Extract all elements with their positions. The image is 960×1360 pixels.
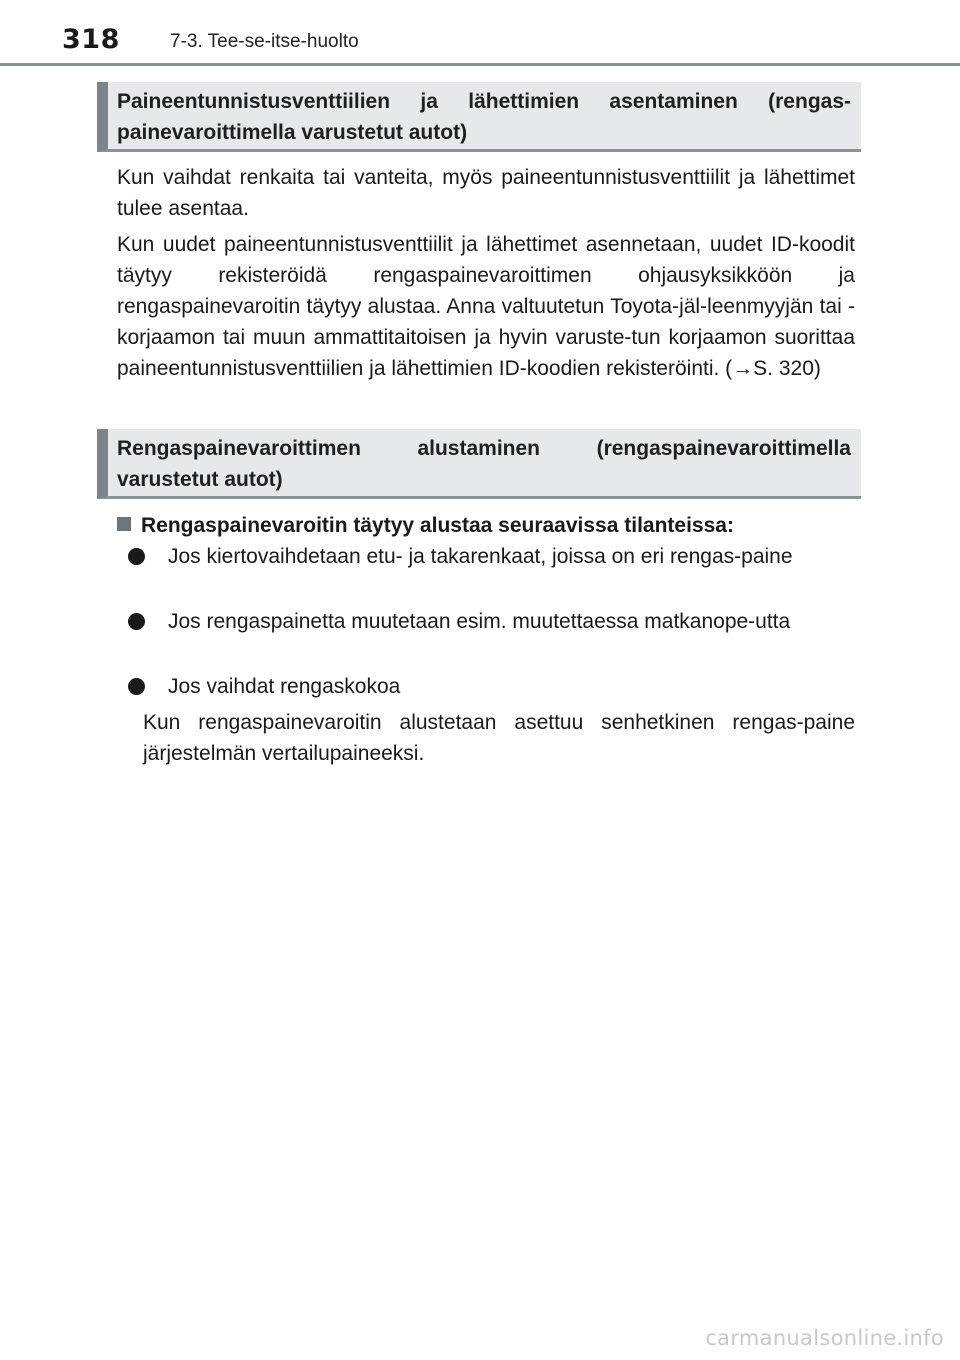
round-bullet-icon — [128, 678, 145, 695]
section-title: Paineentunnistusventtiilien ja lähettimien asentaminen (rengas-painevaroittimella varustetut autot) — [117, 90, 851, 144]
list-item-text: Jos kiertovaihdetaan etu- ja takarenkaat, joissa on eri rengas-paine — [168, 545, 793, 568]
section-title: Rengaspainevaroittimen alustaminen (rengaspainevaroittimella varustetut autot) — [117, 437, 851, 491]
round-bullet-icon — [128, 613, 145, 630]
list-item — [128, 541, 855, 572]
section-heading-sensor-installation — [97, 82, 861, 152]
subheading — [117, 510, 857, 541]
list-item-text: Jos vaihdat rengaskokoa — [168, 675, 401, 698]
header-rule — [0, 63, 960, 66]
paragraph-id-registration: Kun uudet paineentunnistusventtiilit ja lähettimet asennetaan, uudet ID-koodit täytyy rekisteröidä rengaspainevaroittimen ohjausyksikköön ja rengaspainevaroitin täytyy alustaa. Anna valtuutetun Toyota-jäl-leenmyyjän tai -korjaamon tai muun ammattitaitoisen ja hyvin varuste-tun korjaamon suorittaa paineentunnistusventtiilien ja lähettimien ID-koodien rekisteröinti. (→S. 320) — [117, 233, 855, 380]
page-number: 318 — [62, 24, 120, 55]
paragraph-closing: Kun rengaspainevaroitin alustetaan asettuu senhetkinen rengas-paine järjestelmän vertailupaineeksi. — [143, 711, 855, 765]
watermark: carmanualsonline.info — [705, 1326, 944, 1350]
list-item-text: Jos rengaspainetta muutetaan esim. muutettaessa matkanope-utta — [168, 610, 791, 633]
list-item — [128, 606, 855, 637]
chapter-title: 7-3. Tee-se-itse-huolto — [170, 31, 359, 52]
list-item — [128, 671, 855, 702]
round-bullet-icon — [128, 548, 145, 565]
square-bullet-icon — [117, 517, 131, 531]
paragraph-replace-tires: Kun vaihdat renkaita tai vanteita, myös paineentunnistusventtiilit ja lähettimet tulee asentaa. — [117, 166, 855, 220]
section-heading-initialization — [97, 429, 861, 499]
subheading-text: Rengaspainevaroitin täytyy alustaa seuraavissa tilanteissa: — [141, 514, 734, 537]
page-header — [0, 0, 960, 68]
